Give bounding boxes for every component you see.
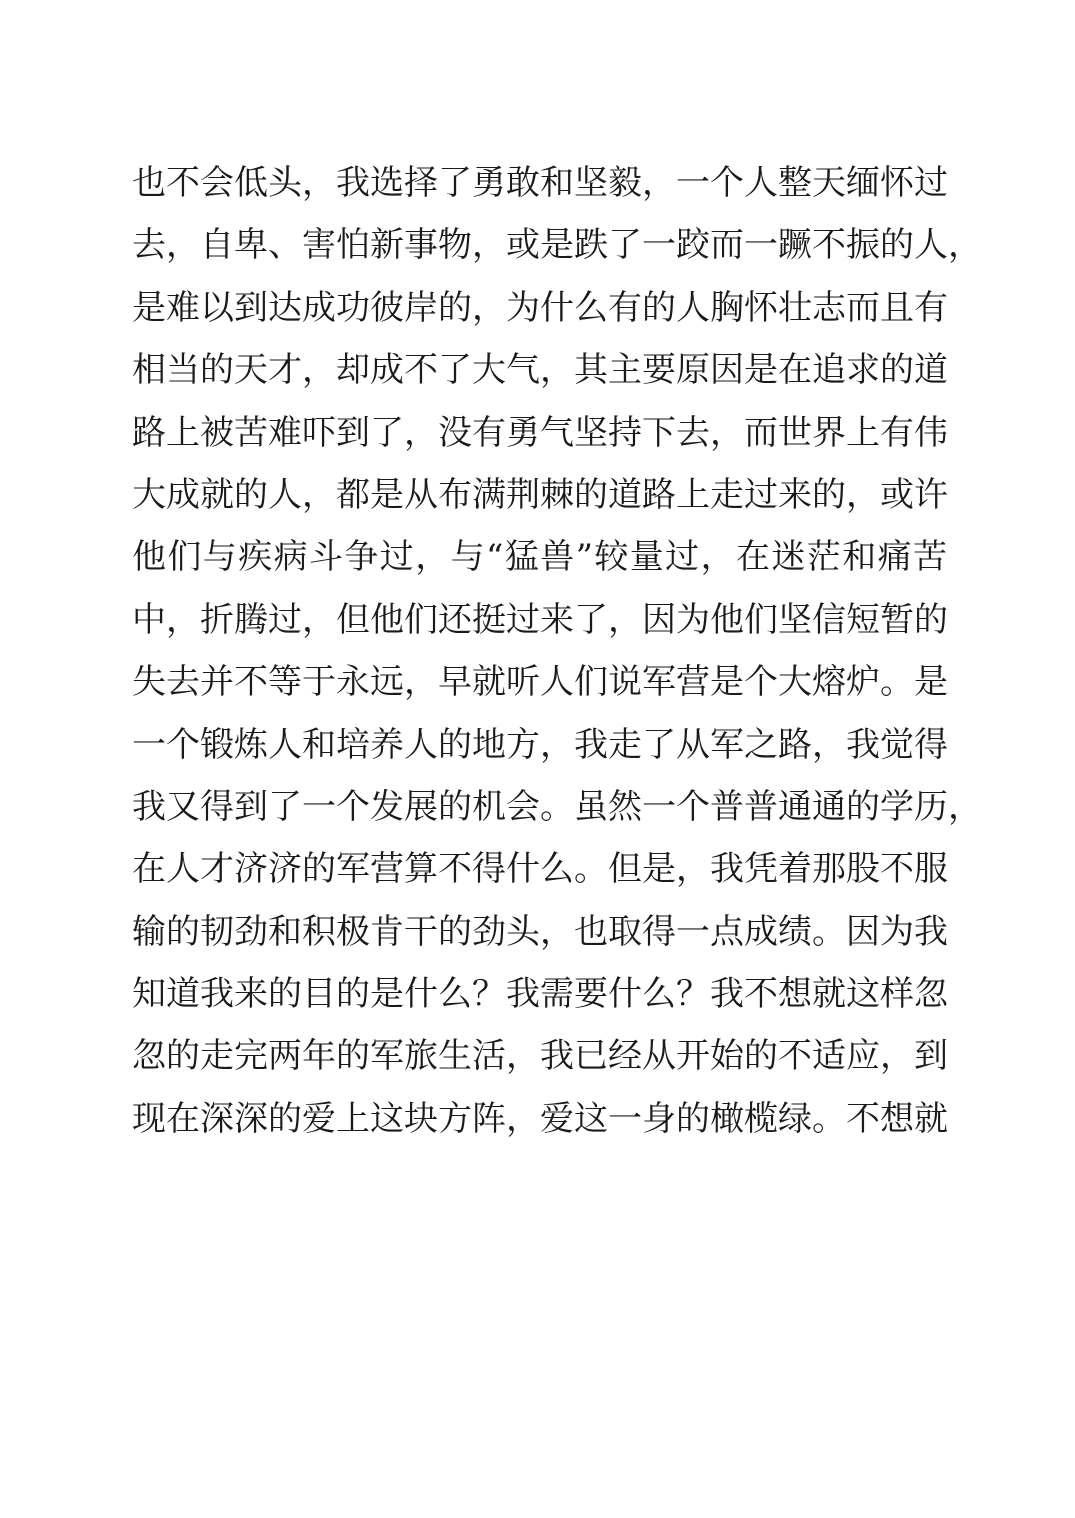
text-line: 是难以到达成功彼岸的，为什么有的人胸怀壮志而且有 [132, 287, 948, 328]
text-line: 我又得到了一个发展的机会。虽然一个普普通通的学历， [132, 786, 982, 827]
text-line: 去，自卑、害怕新事物，或是跌了一跤而一蹶不振的人， [132, 225, 982, 266]
text-line: 大成就的人，都是从布满荆棘的道路上走过来的，或许 [132, 474, 948, 515]
body-text [132, 152, 982, 1150]
text-line: 知道我来的目的是什么？我需要什么？我不想就这样忽 [132, 974, 948, 1015]
text-line: 相当的天才，却成不了大气，其主要原因是在追求的道 [132, 350, 948, 391]
text-line: 输的韧劲和积极肯干的劲头，也取得一点成绩。因为我 [132, 911, 948, 952]
text-line: 忽的走完两年的军旅生活，我已经从开始的不适应，到 [132, 1036, 948, 1077]
text-line: 也不会低头，我选择了勇敢和坚毅，一个人整天缅怀过 [132, 163, 948, 203]
text-line: 中，折腾过，但他们还挺过来了，因为他们坚信短暂的 [132, 599, 948, 640]
text-line: 在人才济济的军营算不得什么。但是，我凭着那股不服 [132, 849, 948, 890]
text-line: 他们与疾病斗争过，与“猛兽”较量过，在迷茫和痛苦 [132, 537, 947, 578]
text-line: 失去并不等于永远，早就听人们说军营是个大熔炉。是 [132, 662, 948, 703]
text-line: 现在深深的爱上这块方阵，爱这一身的橄榄绿。不想就 [132, 1098, 948, 1139]
text-line: 一个锻炼人和培养人的地方，我走了从军之路，我觉得 [132, 724, 948, 765]
text-line: 路上被苦难吓到了，没有勇气坚持下去，而世界上有伟 [132, 412, 948, 453]
